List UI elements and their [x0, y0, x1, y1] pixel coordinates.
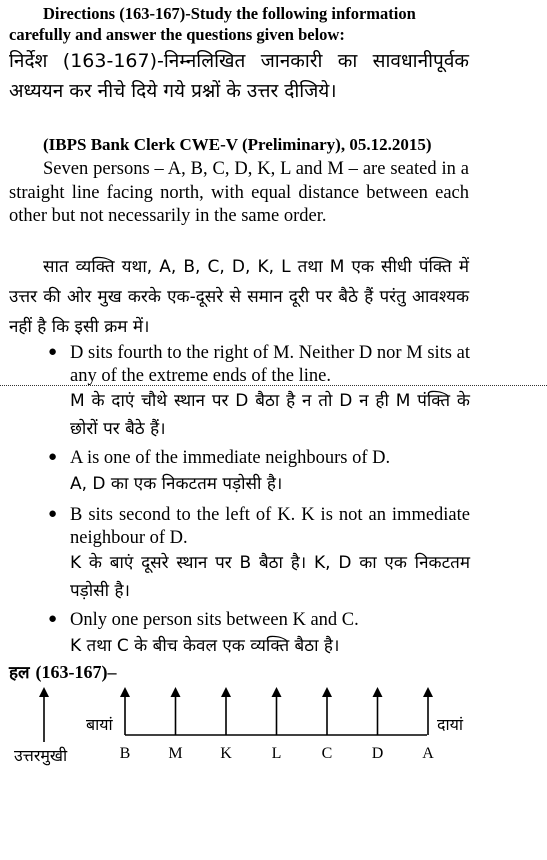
dotted-divider — [0, 385, 547, 386]
left-label: बायां — [86, 715, 113, 734]
directions-english — [9, 3, 469, 45]
condition-en: Only one person sits between K and C. — [70, 610, 359, 630]
bullet-icon: ● — [48, 611, 58, 627]
person-label: K — [220, 745, 232, 762]
person-label: D — [371, 745, 384, 762]
condition-en: A is one of the immediate neighbours of D. — [70, 448, 391, 468]
directions-heading-cont: carefully and answer the questions given below: — [9, 25, 345, 44]
condition-en: B sits second to the left of K. K is not an immediate neighbour of D. — [70, 505, 470, 548]
condition-hi: K के बाएं दूसरे स्थान पर B बैठा है। K, D का एक निकटतम पड़ोसी है। — [70, 553, 470, 601]
right-label: दायां — [437, 715, 464, 734]
directions-heading: Directions (163-167)-Study the following information — [43, 4, 416, 23]
solution-number: (163-167)– — [35, 662, 117, 682]
condition-hi: M के दाएं चौथे स्थान पर D बैठा है न तो D न ही M पंक्ति के छोरों पर बैठे हैं। — [70, 391, 470, 439]
arrangement-diagram — [0, 680, 547, 780]
intro-hindi: सात व्यक्ति यथा, A, B, C, D, K, L तथा M एक सीधी पंक्ति में उत्तर की ओर मुख करके एक-दूसरे से समान दूरी पर बैठे हैं परंतु आवश्यक नहीं है कि इसी क्रम में। — [9, 257, 469, 337]
person-label: M — [168, 745, 183, 762]
exam-source: (IBPS Bank Clerk CWE-V (Preliminary), 05.12.2015) — [43, 135, 432, 154]
person-label: C — [321, 745, 333, 762]
bullet-icon: ● — [48, 506, 58, 522]
condition-hi: A, D का एक निकटतम पड़ोसी है। — [70, 473, 283, 494]
condition-en: D sits fourth to the right of M. Neither D nor M sits at any of the extreme ends of the line. — [70, 343, 470, 386]
bullet-icon: ● — [48, 449, 58, 465]
person-label: L — [271, 745, 282, 762]
condition-3 — [38, 504, 470, 605]
bullet-icon: ● — [48, 344, 58, 360]
directions-hindi: निर्देश (163-167)-निम्नलिखित जानकारी का सावधानीपूर्वक अध्ययन कर नीचे दिये गये प्रश्नों के उत्तर दीजिये। — [9, 50, 469, 102]
person-label: B — [119, 745, 131, 762]
condition-2 — [38, 447, 470, 498]
intro-english: Seven persons – A, B, C, D, K, L and M – are seated in a straight line facing north, with equal distance between each other but not necessarily in the same order. — [9, 159, 469, 226]
condition-1 — [38, 342, 470, 443]
person-label: A — [422, 745, 434, 762]
solution-label: हल — [9, 663, 30, 683]
facing-label: उत्तरमुखी — [14, 746, 68, 765]
condition-4 — [38, 609, 470, 660]
condition-hi: K तथा C के बीच केवल एक व्यक्ति बैठा है। — [70, 635, 340, 656]
